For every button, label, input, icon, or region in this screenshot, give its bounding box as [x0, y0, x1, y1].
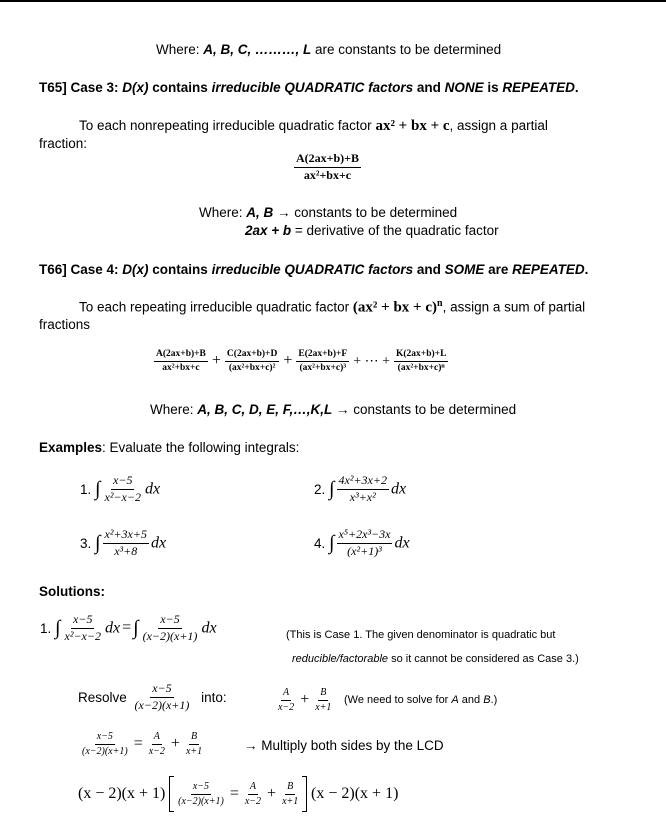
example-2: 2. ∫ $\frac{\text{4x²+3x+2}}{\text{x³+x²}}$ dx	[314, 473, 407, 504]
example-3: 3. ∫ $\frac{\text{x²+3x+5}}{\text{x³+8}}$ dx	[80, 527, 167, 558]
integral-sign: ∫	[95, 477, 101, 500]
examples-heading: Examples: Evaluate the following integrals:	[39, 440, 300, 455]
solve-note: (We need to solve for A and B.)	[344, 694, 498, 706]
where-vars: A, B, C, ………, L	[203, 42, 312, 57]
solution-1-equation: 1. ∫ $\frac{x-5}{\text{x²−x−2}}$ dx = ∫ $\frac{x-5}{(x-2)(x+1)}$ dx	[40, 612, 217, 643]
solution-1-note-line2: reducible/factorable so it cannot be considered as Case 3.)	[292, 653, 579, 665]
where-prefix: Where:	[156, 42, 204, 57]
t65-partial-fraction	[292, 152, 363, 183]
t65-paragraph-line2: fraction:	[39, 136, 88, 151]
sum-term-3: $\frac{E(2ax+b)+F}{\text{(ax²+bx+c)³}}$	[298, 349, 348, 373]
where-suffix: are constants to be determined	[311, 42, 502, 57]
t66-where-line: Where: A, B, C, D, E, F,…,K,L → constants to be determined	[150, 402, 517, 417]
integral-sign: ∫	[329, 477, 335, 500]
example-4: 4. ∫ $\frac{\text{x⁵+2x³−3x}}{\text{(x²+1)³}}$ dx	[314, 527, 410, 558]
left-bracket	[169, 776, 174, 812]
sum-term-1: $\frac{A(2ax+b)+B}{\text{ax²+bx+c}}$	[156, 349, 206, 373]
decomposition-equation: $\frac{x-5}{(x-2)(x+1)}$ = $\frac{A}{x-2}$ + $\frac{B}{x+1}$	[82, 731, 203, 757]
lcd-multiplication: (x − 2)(x + 1) $\frac{x-5}{(x-2)(x+1)}$ = $\frac{A}{x-2}$ + $\frac{B}{x+1}$ (x − 2)(x + 1)	[78, 776, 398, 812]
integral-sign: ∫	[329, 531, 335, 554]
t65-paragraph-line1: To each nonrepeating irreducible quadratic factor ax² + bx + c, assign a partial	[79, 118, 548, 134]
t66-paragraph-line2: fractions	[39, 317, 91, 332]
t66-paragraph-line1: To each repeating irreducible quadratic factor (ax² + bx + c)$^n$, assign a sum of partial	[79, 298, 586, 316]
example-1: 1. ∫ $\frac{x-5}{\text{x²−x−2}}$ dx	[80, 473, 161, 504]
t65-where-line1: Where: A, B → constants to be determined	[199, 205, 458, 220]
sum-term-n: $\frac{K(2ax+b)+L}{\text{(ax²+bx+c)ⁿ}}$	[396, 349, 447, 373]
t65-where-line2: 2ax + b = derivative of the quadratic factor	[245, 223, 499, 238]
integral-sign: ∫	[95, 531, 101, 554]
t66-partial-fraction-sum: $\frac{A(2ax+b)+B}{\text{ax²+bx+c}}$ + $\frac{C(2ax+b)+D}{\text{(ax²+bx+c)²}}$ + $\frac{E(2ax+b)+F}{\text{(ax²+bx+c)³}}$ + ⋯ + $\frac{K(2ax+b)+L}{\text{(ax²+bx+c)ⁿ}}$	[156, 349, 447, 373]
t65-fraction-numerator: A(2ax+b)+B	[294, 152, 361, 168]
solutions-heading: Solutions:	[39, 584, 105, 599]
partial-fraction-form: $\frac{A}{x-2}$ + $\frac{B}{x+1}$	[278, 687, 332, 713]
quadratic-factor-math: ax² + bx + c	[375, 118, 450, 134]
lcd-instruction: → Multiply both sides by the LCD	[244, 738, 444, 753]
right-bracket	[302, 776, 307, 812]
resolve-line: Resolve $\frac{x-5}{(x-2)(x+1)}$ into:	[78, 681, 227, 712]
sum-term-2: $\frac{C(2ax+b)+D}{\text{(ax²+bx+c)²}}$	[226, 349, 278, 373]
intro-where-line	[156, 42, 501, 57]
t65-heading: T65] Case 3: D(x) contains irreducible QUADRATIC factors and NONE is REPEATED.	[39, 80, 579, 95]
t66-heading: T66] Case 4: D(x) contains irreducible QUADRATIC factors and SOME are REPEATED.	[39, 262, 589, 277]
top-border	[0, 0, 666, 2]
t65-fraction-denominator: ax²+bx+c	[303, 167, 352, 182]
solution-1-note-line1: (This is Case 1. The given denominator is quadratic but	[286, 629, 556, 641]
